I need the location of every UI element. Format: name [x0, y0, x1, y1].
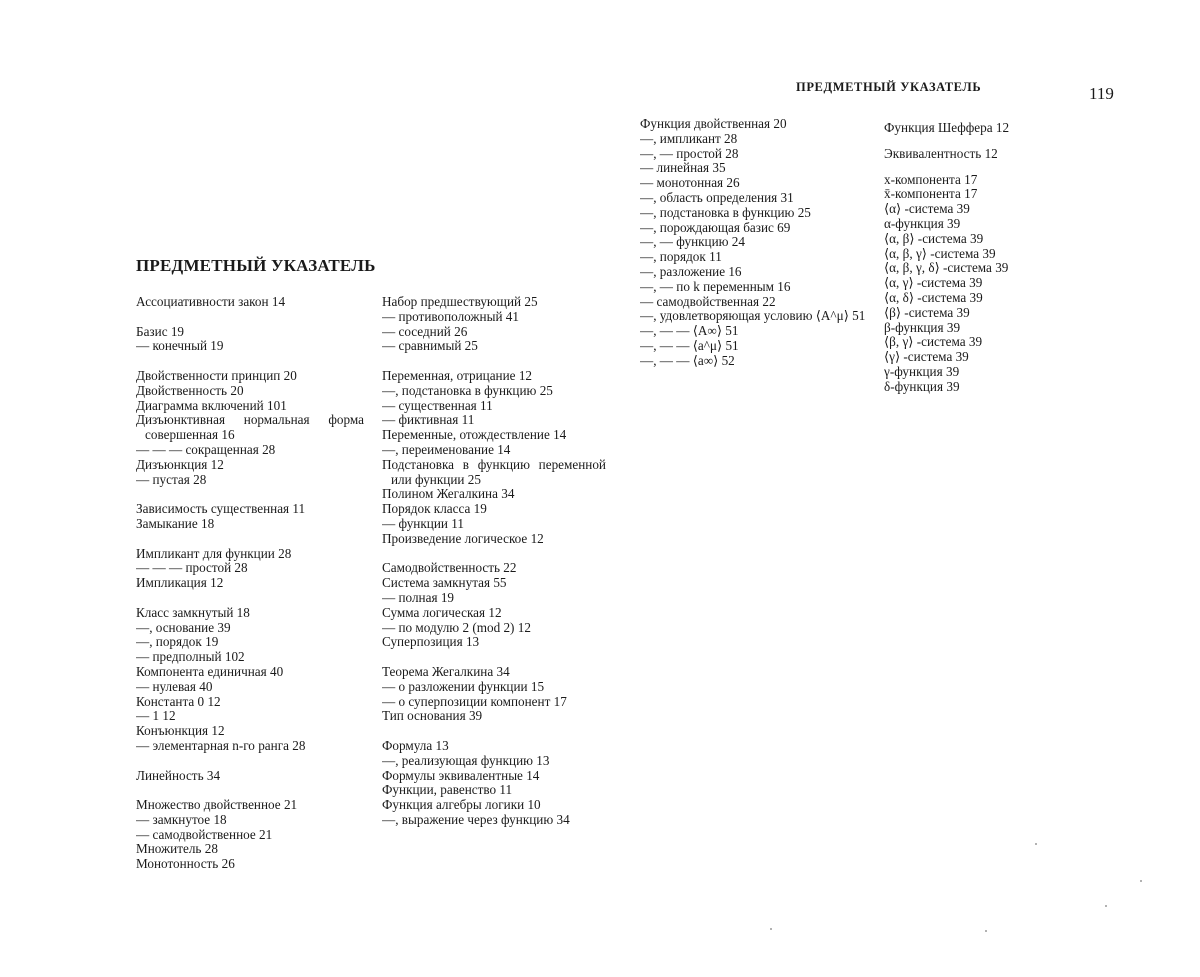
- index-group: [136, 369, 364, 487]
- index-entry: — линейная 35: [640, 161, 726, 176]
- index-entry: Двойственности принцип 20: [136, 368, 297, 383]
- index-entry: — 1 12: [136, 709, 176, 724]
- index-entry: — самодвойственная 22: [640, 294, 776, 309]
- index-entry: —, — функцию 24: [640, 235, 745, 250]
- index-entry: Константа 0 12: [136, 694, 221, 709]
- index-entry: — нулевая 40: [136, 679, 213, 694]
- index-entry: —, удовлетворяющая условию ⟨A^μ⟩ 51: [640, 309, 866, 324]
- index-entry: Дизъюнкция 12: [136, 457, 224, 472]
- index-entry: α-функция 39: [884, 216, 961, 231]
- index-group: [136, 547, 364, 591]
- index-entry: Суперпозиция 13: [382, 635, 480, 650]
- index-entry: — фиктивная 11: [382, 413, 475, 428]
- index-entry: Система замкнутая 55: [382, 576, 507, 591]
- page-number: 119: [1089, 84, 1114, 103]
- index-column-3: [640, 117, 870, 383]
- index-entry: Функция двойственная 20: [640, 117, 787, 131]
- index-group: [382, 369, 606, 547]
- index-entry: —, порядок 11: [640, 250, 722, 265]
- index-entry: —, — простой 28: [640, 146, 739, 161]
- index-entry: Полином Жегалкина 34: [382, 487, 515, 502]
- index-entry: γ-функция 39: [884, 364, 960, 379]
- index-entry: Формулы эквивалентные 14: [382, 768, 540, 783]
- running-head: ПРЕДМЕТНЫЙ УКАЗАТЕЛЬ: [796, 80, 982, 94]
- index-group: [884, 121, 1054, 395]
- index-group: [382, 295, 606, 354]
- index-entry: —, — — ⟨A∞⟩ 51: [640, 324, 739, 339]
- index-group: [382, 665, 606, 724]
- index-entry: — о разложении функции 15: [382, 679, 545, 694]
- index-entry: — самодвойственное 21: [136, 827, 273, 842]
- index-entry: —, — — ⟨a^μ⟩ 51: [640, 338, 739, 353]
- index-entry: Произведение логическое 12: [382, 531, 544, 546]
- index-column-4: [884, 121, 1054, 409]
- index-group: [382, 561, 606, 650]
- index-group: [136, 325, 364, 355]
- index-entry: ⟨α, γ⟩ -система 39: [884, 276, 983, 291]
- index-entry: Множество двойственное 21: [136, 798, 298, 813]
- index-entry: β-функция 39: [884, 320, 961, 335]
- index-entry: Тип основания 39: [382, 709, 483, 724]
- index-entry: Дизъюнктивная нормальная форма совершенная 16: [136, 413, 364, 443]
- index-entry: —, реализующая функцию 13: [382, 753, 550, 768]
- index-entry: Формула 13: [382, 738, 449, 753]
- index-entry: Сумма логическая 12: [382, 605, 502, 620]
- index-entry: Базис 19: [136, 324, 185, 339]
- index-entry: Замыкание 18: [136, 516, 215, 531]
- index-entry: ⟨α, β, γ⟩ -система 39: [884, 246, 996, 261]
- index-entry: ⟨γ⟩ -система 39: [884, 350, 969, 365]
- index-entry: Зависимость существенная 11: [136, 502, 306, 517]
- index-entry: — полная 19: [382, 590, 455, 605]
- index-entry: — пустая 28: [136, 472, 207, 487]
- index-entry: — по модулю 2 (mod 2) 12: [382, 620, 531, 635]
- index-entry: —, — по k переменным 16: [640, 279, 791, 294]
- index-entry: Функция алгебры логики 10: [382, 798, 541, 813]
- index-entry: —, разложение 16: [640, 264, 742, 279]
- index-entry: Множитель 28: [136, 842, 218, 857]
- index-entry: Порядок класса 19: [382, 502, 487, 517]
- index-group: [136, 798, 364, 872]
- index-entry: — — — простой 28: [136, 561, 248, 576]
- section-title: ПРЕДМЕТНЫЙ УКАЗАТЕЛЬ: [136, 256, 376, 275]
- index-entry: Теорема Жегалкина 34: [382, 664, 510, 679]
- index-column-2: [382, 295, 606, 842]
- index-entry: Конъюнкция 12: [136, 724, 225, 739]
- index-entry: Функции, равенство 11: [382, 783, 513, 798]
- index-column-1: [136, 295, 364, 887]
- index-entry: Переменная, отрицание 12: [382, 368, 533, 383]
- index-entry: Монотонность 26: [136, 857, 235, 872]
- index-entry: Линейность 34: [136, 768, 221, 783]
- index-entry: — предполный 102: [136, 650, 245, 665]
- print-speck: [770, 928, 772, 930]
- print-speck: [985, 930, 987, 932]
- index-entry: Компонента единичная 40: [136, 664, 284, 679]
- index-entry: — противоположный 41: [382, 309, 519, 324]
- index-entry: Ассоциативности закон 14: [136, 295, 286, 309]
- index-entry: — конечный 19: [136, 339, 224, 354]
- index-entry: —, область определения 31: [640, 190, 794, 205]
- index-entry: ⟨α⟩ -система 39: [884, 202, 970, 217]
- index-entry: — сравнимый 25: [382, 339, 478, 354]
- index-entry: —, подстановка в функцию 25: [640, 205, 811, 220]
- index-group: [136, 502, 364, 532]
- index-entry: — монотонная 26: [640, 176, 740, 191]
- index-entry: ⟨β, γ⟩ -система 39: [884, 335, 983, 350]
- index-entry: — о суперпозиции компонент 17: [382, 694, 567, 709]
- print-speck: [1105, 905, 1107, 907]
- index-entry: Функция Шеффера 12: [884, 121, 1010, 135]
- index-entry: —, импликант 28: [640, 131, 738, 146]
- index-entry: —, — — ⟨a∞⟩ 52: [640, 353, 735, 368]
- index-entry: Самодвойственность 22: [382, 561, 517, 576]
- index-entry: — — — сокращенная 28: [136, 442, 276, 457]
- index-entry: — функции 11: [382, 516, 464, 531]
- index-entry: —, порождающая базис 69: [640, 220, 791, 235]
- index-entry: — соседний 26: [382, 324, 468, 339]
- index-group: [136, 769, 364, 784]
- index-entry: —, подстановка в функцию 25: [382, 383, 553, 398]
- index-entry: ⟨α, β⟩ -система 39: [884, 231, 984, 246]
- index-entry: Переменные, отождествление 14: [382, 428, 567, 443]
- index-entry: Двойственность 20: [136, 383, 244, 398]
- index-entry: Импликация 12: [136, 576, 224, 591]
- index-entry: x̄-компонента 17: [884, 187, 978, 202]
- index-entry: Эквивалентность 12: [884, 146, 998, 161]
- index-entry: — замкнутое 18: [136, 812, 227, 827]
- index-entry: ⟨α, β, γ, δ⟩ -система 39: [884, 261, 1009, 276]
- index-entry: Импликант для функции 28: [136, 546, 292, 561]
- index-entry: Набор предшествующий 25: [382, 295, 538, 309]
- index-group: [382, 739, 606, 828]
- index-entry: —, переименование 14: [382, 442, 511, 457]
- index-entry: ⟨β⟩ -система 39: [884, 305, 970, 320]
- print-speck: [1140, 880, 1142, 882]
- print-speck: [1035, 843, 1037, 845]
- index-entry: —, выражение через функцию 34: [382, 812, 570, 827]
- index-entry: δ-функция 39: [884, 379, 960, 394]
- index-entry: Подстановка в функцию переменной или функции 25: [382, 457, 606, 487]
- index-entry: —, основание 39: [136, 620, 231, 635]
- index-entry: — существенная 11: [382, 398, 493, 413]
- index-entry: Класс замкнутый 18: [136, 605, 250, 620]
- index-entry: ⟨α, δ⟩ -система 39: [884, 290, 983, 305]
- index-group: [136, 295, 364, 310]
- index-entry: Диаграмма включений 101: [136, 398, 287, 413]
- index-group: [136, 606, 364, 754]
- index-entry: x-компонента 17: [884, 172, 978, 187]
- index-group: [640, 117, 870, 369]
- index-entry: — элементарная n-го ранга 28: [136, 738, 306, 753]
- index-entry: —, порядок 19: [136, 635, 219, 650]
